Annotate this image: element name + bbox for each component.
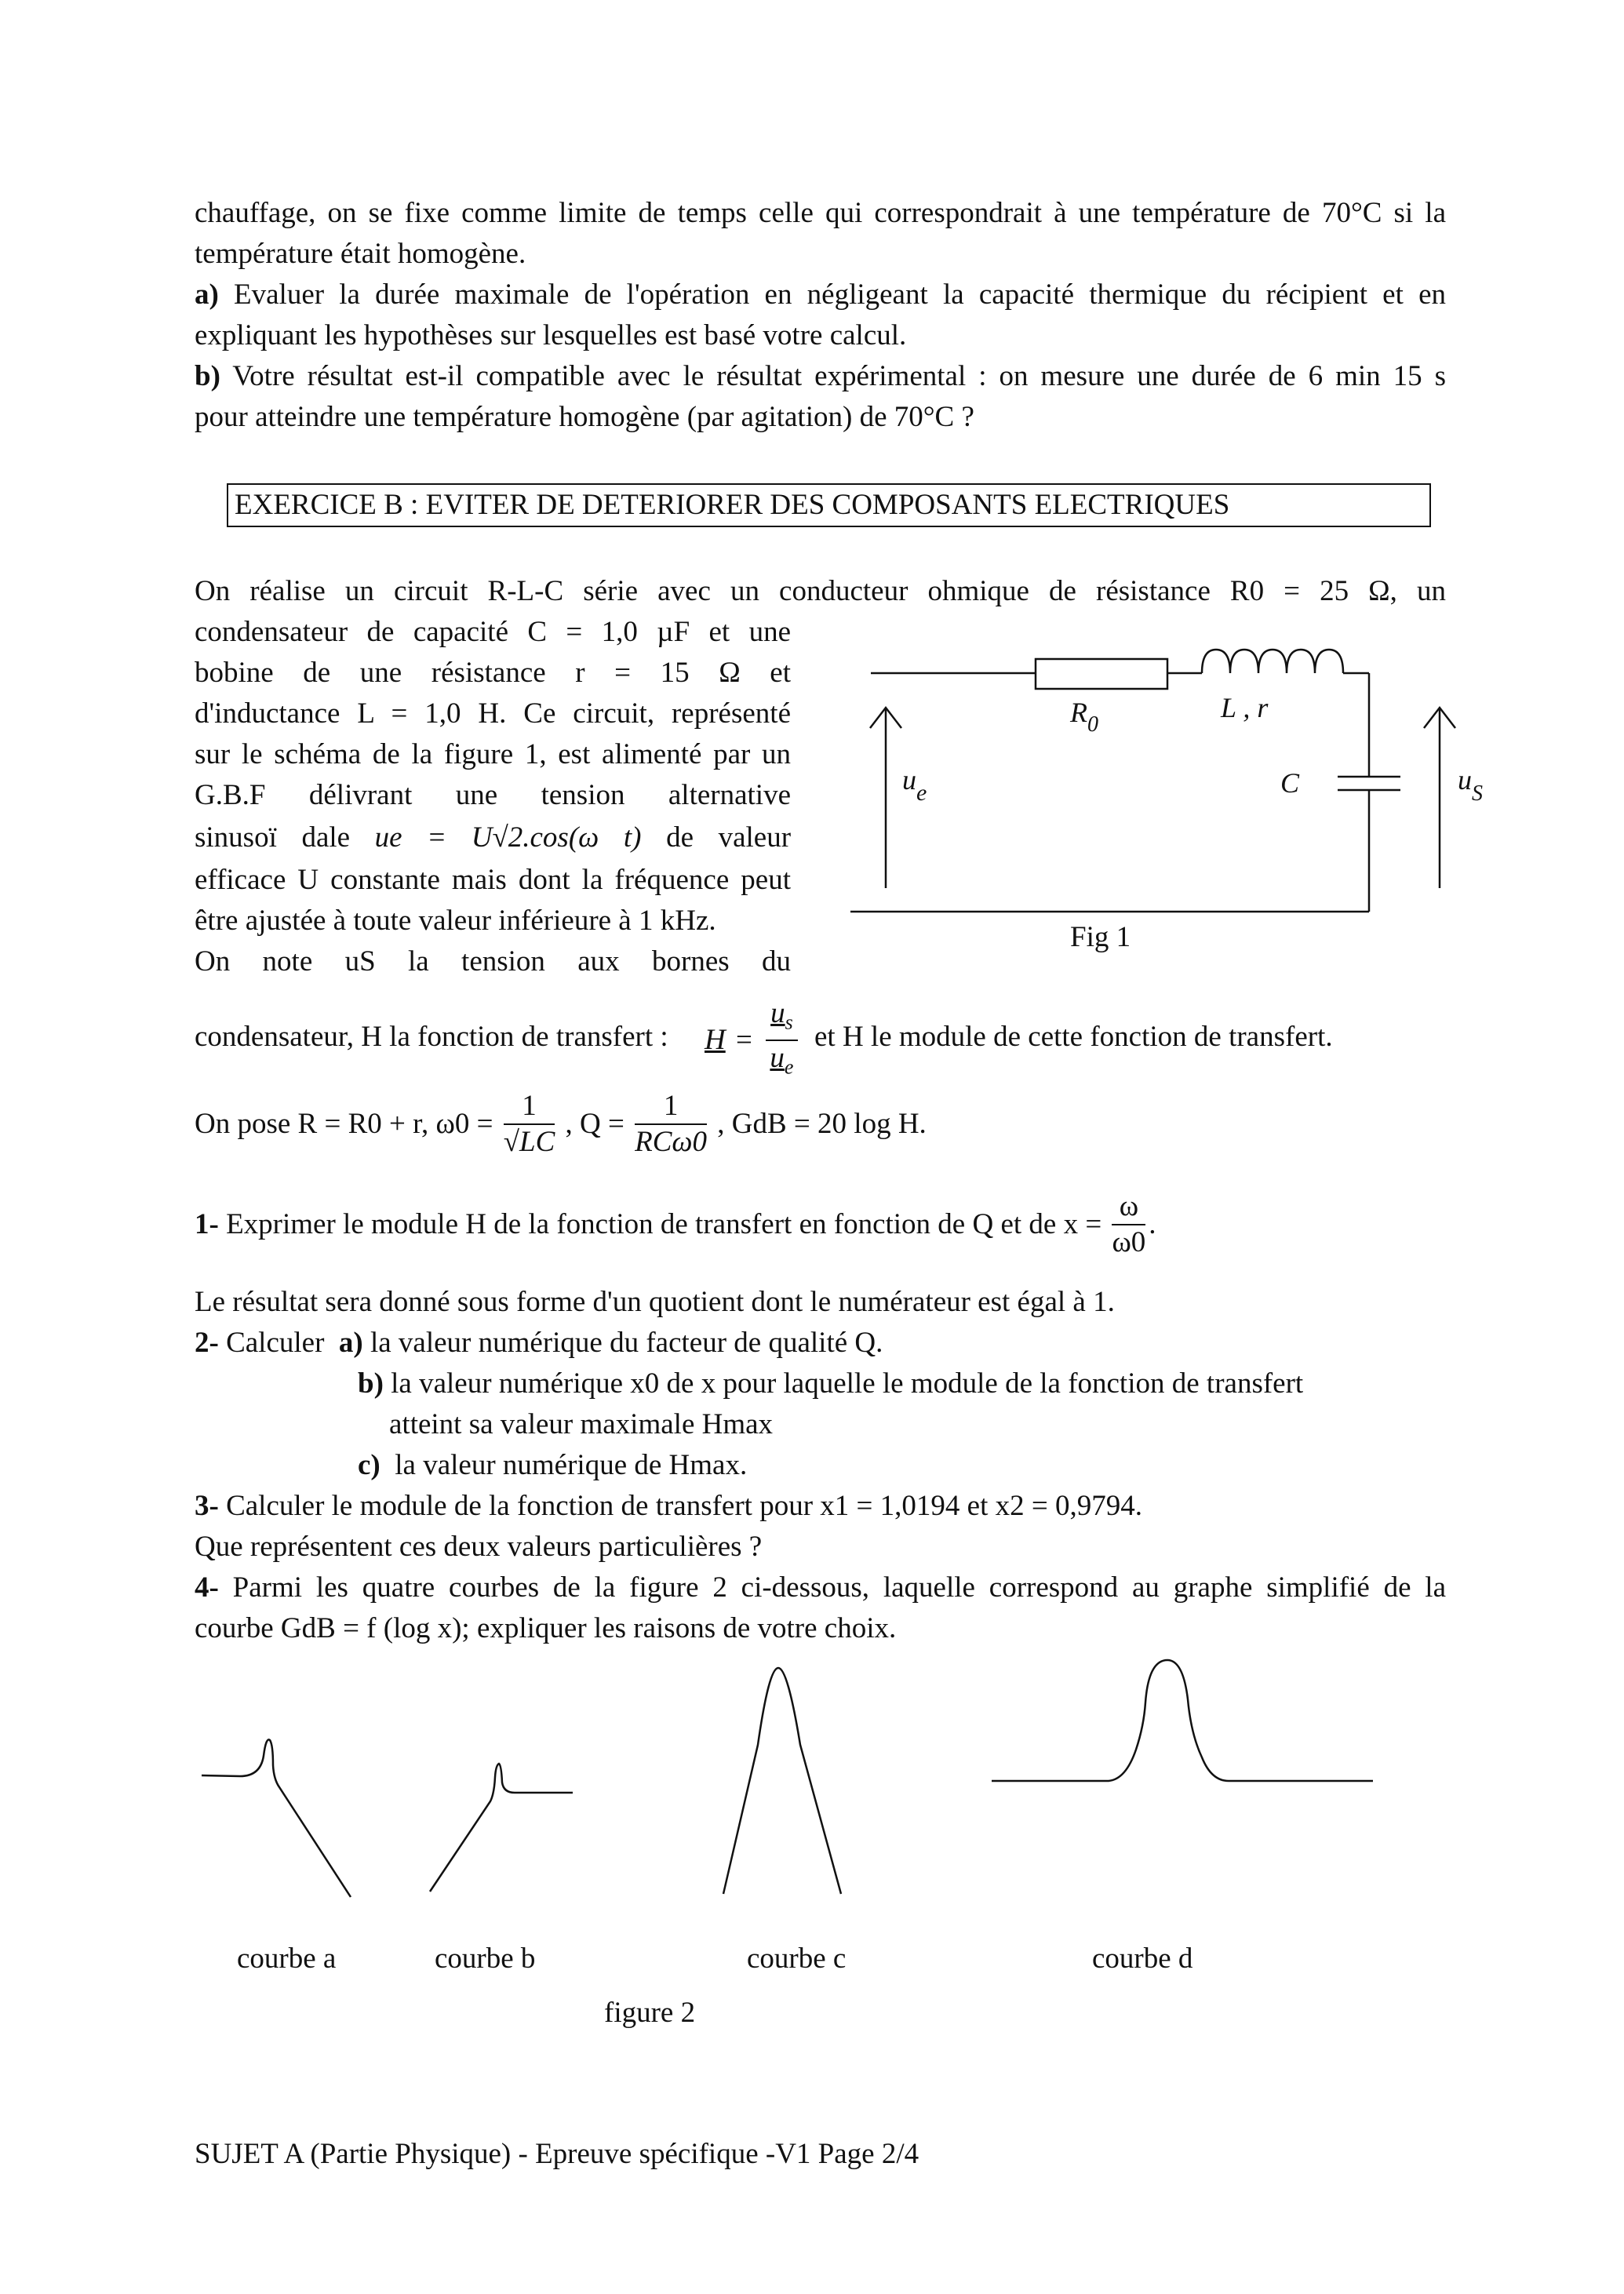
exercise-title-box: EXERCICE B : EVITER DE DETERIORER DES COMPOSANTS ELECTRIQUES [227, 483, 1431, 527]
question-b-line-1: b) Votre résultat est-il compatible avec le résultat expérimental : on mesure une durée de 6 min 15 s [195, 360, 1447, 392]
curve-a-label: courbe a [237, 1943, 337, 1975]
question-2b-line-1: b) la valeur numérique x0 de x pour laquelle le module de la fonction de transfert [358, 1367, 1304, 1400]
question-4-line-1: 4- Parmi les quatre courbes de la figure 2 ci-dessous, laquelle correspond au graphe simplifié de la [195, 1571, 1447, 1604]
question-3: 3- Calculer le module de la fonction de transfert pour x1 = 1,0194 et x2 = 0,9794. [195, 1490, 1142, 1522]
coil-l [1202, 650, 1343, 673]
circuit-text-line-6: G.B.F délivrant une tension alternative [195, 779, 791, 811]
question-a-line-2: expliquant les hypothèses sur lesquelles est basé votre calcul. [195, 319, 907, 351]
figure-2-caption: figure 2 [604, 1997, 696, 2029]
ue-formula: ue = U√2.cos(ω t) [374, 821, 642, 854]
question-2c: c) la valeur numérique de Hmax. [358, 1449, 748, 1481]
transfer-function-line: condensateur, H la fonction de transfert : [195, 1021, 668, 1053]
intro-line-2: température était homogène. [195, 238, 526, 270]
circuit-text-line-5: sur le schéma de la figure 1, est alimenté par un [195, 738, 791, 770]
question-2b-line-2: atteint sa valeur maximale Hmax [389, 1408, 774, 1440]
curve-d [992, 1660, 1373, 1781]
question-a-line-1: a) Evaluer la durée maximale de l'opération en négligeant la capacité thermique du récipient et en [195, 279, 1446, 311]
transfer-function-suffix: et H le module de cette fonction de transfert. [814, 1021, 1333, 1053]
label-lr: L , r [1221, 692, 1269, 723]
label-r0: $R_0$ [1070, 697, 1098, 737]
question-b-line-2: pour atteindre une température homogène (par agitation) de 70°C ? [195, 401, 974, 433]
curve-a [202, 1739, 351, 1897]
transfer-function-formula: H = $\frac{u_s}{u_e}$ [705, 996, 801, 1085]
curve-c [723, 1668, 841, 1894]
label-c: C [1280, 767, 1300, 799]
circuit-text-line-1: On réalise un circuit R-L-C série avec un conducteur ohmique de résistance R0 = 25 Ω, un [195, 575, 1446, 607]
question-1: 1- Exprimer le module H de la fonction de transfert en fonction de Q et de x = $\frac{\omega}{\omega 0}$ . [195, 1190, 1156, 1258]
resistor-r0 [1036, 659, 1167, 689]
circuit-text-line-7: sinusoï dale ue = U√2.cos(ω t) de valeur [195, 821, 792, 854]
circuit-diagram [847, 635, 1491, 965]
question-1-result: Le résultat sera donné sous forme d'un quotient dont le numérateur est égal à 1. [195, 1286, 1115, 1318]
circuit-text-line-8: efficace U constante mais dont la fréquence peut [195, 864, 791, 896]
page-footer: SUJET A (Partie Physique) - Epreuve spécifique -V1 Page 2/4 [195, 2138, 919, 2170]
question-3-line-2: Que représentent ces deux valeurs particulières ? [195, 1531, 763, 1563]
curve-c-label: courbe c [747, 1943, 847, 1975]
intro-line-1: chauffage, on se fixe comme limite de temps celle qui correspondrait à une température de 70°C si la [195, 197, 1446, 229]
circuit-text-line-10: On note uS la tension aux bornes du [195, 945, 791, 978]
question-4-line-2: courbe GdB = f (log x); expliquer les raisons de votre choix. [195, 1612, 897, 1644]
pose-line: On pose R = R0 + r, ω0 = $\frac{1}{√LC}$ , Q = $\frac{1}{\text{RCω0}}$ , GdB = 20 log H. [195, 1090, 927, 1158]
circuit-text-line-3: bobine de une résistance r = 15 Ω et [195, 657, 791, 689]
label-ue: $u_e$ [902, 764, 927, 806]
curves-figure [188, 1648, 1412, 1930]
curve-d-label: courbe d [1092, 1943, 1193, 1975]
circuit-text-line-9: être ajustée à toute valeur inférieure à 1 kHz. [195, 905, 716, 937]
circuit-text-line-4: d'inductance L = 1,0 H. Ce circuit, représenté [195, 697, 791, 730]
question-2a: 2- Calculer a) la valeur numérique du facteur de qualité Q. [195, 1327, 883, 1359]
circuit-text-line-2: condensateur de capacité C = 1,0 µF et une [195, 616, 791, 648]
figure-1-caption: Fig 1 [1070, 921, 1131, 953]
label-us: $u_S$ [1458, 764, 1483, 806]
curve-b-label: courbe b [435, 1943, 536, 1975]
curve-b [430, 1764, 573, 1892]
